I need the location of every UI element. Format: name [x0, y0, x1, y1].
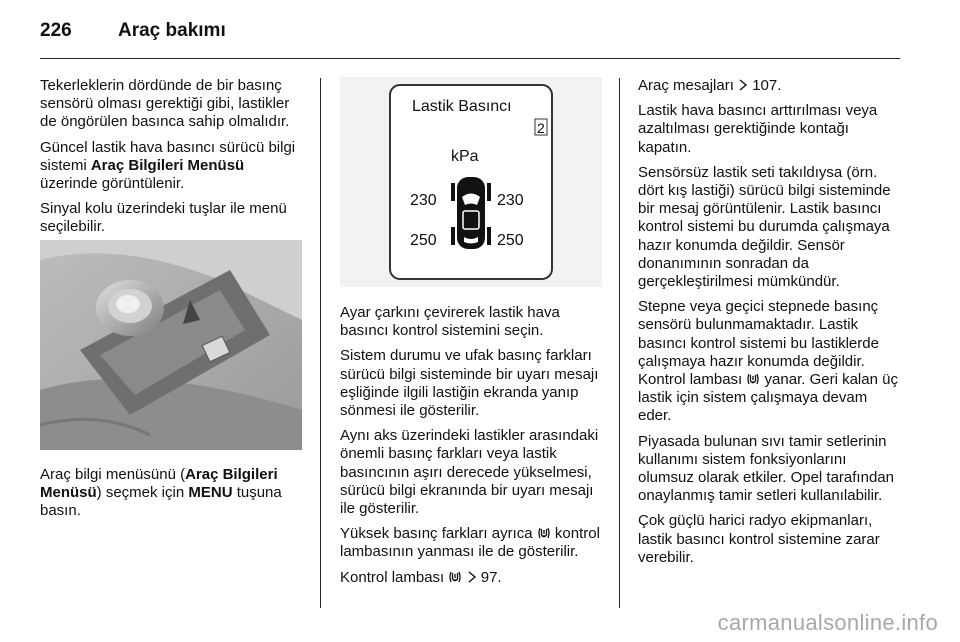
display-page-indicator: 2 [537, 120, 545, 136]
paragraph: Sinyal kolu üzerindeki tuşlar ile menü seçilebilir. [40, 200, 287, 236]
text: Araç bilgi menüsünü ( [40, 466, 186, 483]
paragraph [638, 77, 903, 95]
display-unit: kPa [451, 148, 479, 165]
paragraph: Ayar çarkını çevirerek lastik hava basıncı kontrol sistemini seçin. [340, 304, 560, 340]
page-reference[interactable]: 97. [480, 568, 502, 586]
page-header [40, 16, 920, 56]
menu-name: Araç Bilgileri Menüsü [40, 466, 278, 502]
paragraph: Çok güçlü harici radyo ekipmanları, lastik basıncı kontrol sistemine zarar verebilir. [638, 512, 880, 566]
column-1 [40, 77, 305, 244]
text: ) seçmek için [96, 484, 189, 502]
column-1-lower [40, 466, 305, 528]
paragraph [340, 525, 608, 561]
column-2 [340, 304, 608, 594]
header-divider [40, 58, 900, 59]
paragraph: Tekerleklerin dördünde de bir basınç sensörü olması gerektiği gibi, lastikler de öngörülen basınca sahip olmalıdır. [40, 77, 290, 131]
text: tuşuna basın. [40, 484, 282, 520]
tire-pressure-display-figure [340, 77, 602, 287]
paragraph: Sistem durumu ve ufak basınç farkları sürücü bilgi sisteminde bir uyarı mesajı eşliğinde ilgili lastiğin ekranda yanıp sönmesi ile gösterilir. [340, 347, 599, 420]
front-left-pressure: 230 [410, 192, 437, 209]
page-reference-arrow-icon [467, 571, 477, 583]
watermark: carmanualsonline.info [717, 610, 938, 635]
rear-right-pressure: 250 [497, 232, 524, 249]
text: Güncel lastik hava basıncı sürücü bilgi sistemi [40, 138, 296, 174]
page-reference[interactable]: 107. [752, 77, 782, 94]
paragraph: Sensörsüz lastik seti takıldıysa (örn. dört kış lastiği) sürücü bilgi sisteminde bir mesaj görüntülenir. Lastik basıncı kontrol sistemi bu durumda çalışmaya hazır konumda değildir. Sensör donanımının sonradan da gerçekleştirilmesi mümkündür. [638, 163, 891, 291]
turn-signal-stalk-photo [40, 240, 302, 450]
text: üzerinde görüntülenir. [40, 175, 185, 193]
paragraph: Aynı aks üzerindeki lastikler arasındaki önemli basınç farkları veya lastik basıncının aşırı derecede yükselmesi, sürücü bilgi ekranında bir uyarı mesajı ile gösterilir. [340, 427, 599, 518]
menu-name: Araç Bilgileri Menüsü [90, 156, 245, 174]
tire-pressure-warning-icon [448, 570, 462, 584]
text: Yüksek basınç farkları ayrıca [340, 525, 537, 543]
text: Araç mesajları [638, 77, 739, 94]
tire-pressure-warning-icon [537, 526, 551, 540]
column-divider-2 [619, 78, 620, 608]
paragraph [638, 298, 903, 425]
paragraph: Lastik hava basıncı arttırılması veya azaltılması gerektiğinde kontağı kapatın. [638, 102, 878, 156]
column-3 [638, 77, 903, 574]
page-reference-arrow-icon [738, 79, 748, 91]
tire-pressure-warning-icon [746, 372, 760, 386]
display-title: Lastik Basıncı [412, 98, 512, 115]
chapter-title: Araç bakımı [118, 20, 226, 41]
text: Stepne veya geçici stepnede basınç sensörü bulunmamaktadır. Lastik basıncı kontrol sistemi bu lastiklerde çalışmaya hazır konumda değildir. Kontrol lambası [638, 298, 879, 389]
page-number: 226 [40, 20, 72, 41]
text: yanar. Geri kalan üç lastik için sistem çalışmaya devam eder. [638, 371, 898, 425]
text: kontrol lambasının yanması ile de gösterilir. [340, 525, 600, 561]
paragraph [40, 466, 305, 521]
paragraph: Piyasada bulunan sıvı tamir setlerinin kullanımı sistem fonksiyonlarını olumsuz olarak etkiler. Opel tarafından onaylanmış tamir setleri kullanılabilir. [638, 432, 894, 505]
rear-left-pressure: 250 [410, 232, 437, 249]
text: Kontrol lambası [340, 568, 449, 586]
paragraph [40, 139, 305, 194]
paragraph [340, 569, 608, 587]
menu-button-name: MENU [188, 484, 233, 502]
front-right-pressure: 230 [497, 192, 524, 209]
column-divider-1 [320, 78, 321, 608]
